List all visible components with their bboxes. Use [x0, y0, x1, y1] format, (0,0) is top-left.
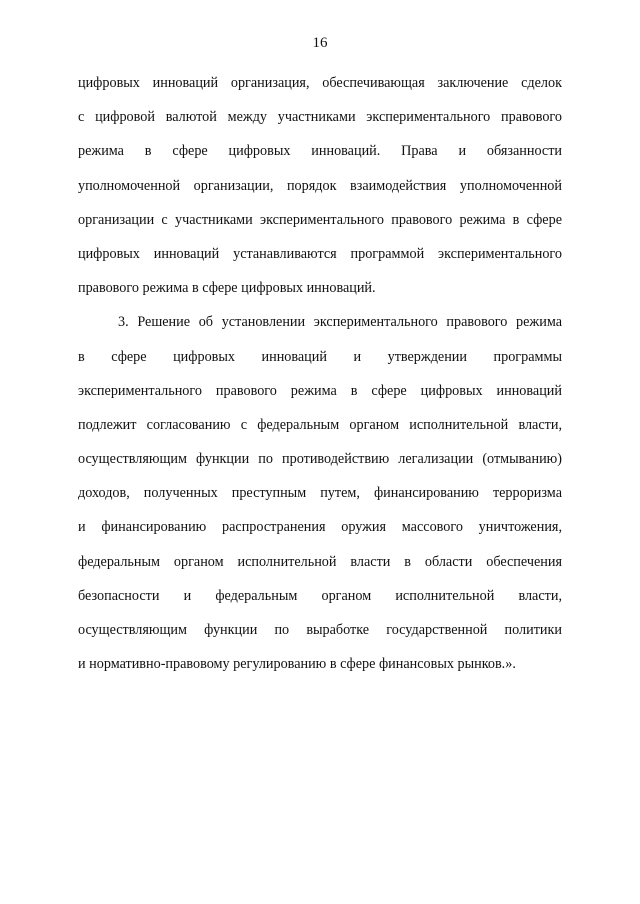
text-line: режима в сфере цифровых инноваций. Права и обязанности	[78, 143, 562, 160]
paragraph-2	[78, 305, 562, 681]
text-line: уполномоченной организации, порядок взаимодействия уполномоченной	[78, 177, 562, 194]
text-line: организации с участниками экспериментального правового режима в сфере	[78, 211, 562, 228]
text-line: цифровых инноваций устанавливаются программой экспериментального	[78, 245, 562, 262]
text-line: правового режима в сфере цифровых инноваций.	[78, 280, 376, 297]
paragraph-1	[78, 66, 562, 305]
text-line: федеральным органом исполнительной власти в области обеспечения	[78, 553, 562, 570]
page-number: 16	[312, 35, 328, 51]
document-body	[78, 66, 562, 681]
text-line: доходов, полученных преступным путем, финансированию терроризма	[78, 485, 562, 502]
text-line: и финансированию распространения оружия массового уничтожения,	[78, 519, 562, 536]
text-line: осуществляющим функции по противодействию легализации (отмыванию)	[78, 451, 562, 468]
text-line: экспериментального правового режима в сфере цифровых инноваций	[78, 382, 562, 399]
text-line: осуществляющим функции по выработке государственной политики	[78, 622, 562, 638]
text-line: подлежит согласованию с федеральным органом исполнительной власти,	[78, 416, 562, 433]
text-line: с цифровой валютой между участниками экспериментального правового	[78, 109, 562, 126]
text-line: безопасности и федеральным органом исполнительной власти,	[78, 587, 562, 604]
text-line: 3. Решение об установлении экспериментального правового режима	[118, 314, 562, 331]
text-line: и нормативно-правовому регулированию в сфере финансовых рынков.».	[78, 656, 516, 673]
text-line: цифровых инноваций организация, обеспечивающая заключение сделок	[78, 75, 562, 91]
text-line: в сфере цифровых инноваций и утверждении программы	[78, 348, 562, 365]
